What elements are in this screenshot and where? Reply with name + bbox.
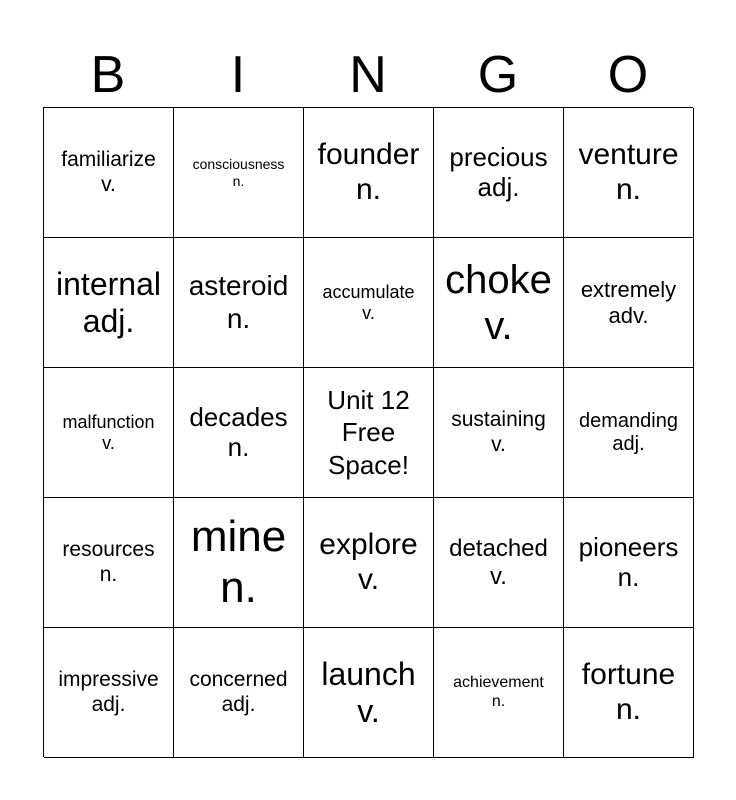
bingo-cell[interactable] — [44, 628, 174, 758]
cell-part-of-speech: n. — [220, 562, 257, 612]
cell-part-of-speech: v. — [490, 562, 507, 590]
bingo-cell[interactable] — [564, 498, 694, 628]
header-letter-b: B — [90, 46, 126, 104]
bingo-header — [43, 44, 693, 106]
bingo-cell[interactable] — [564, 368, 694, 498]
bingo-cell[interactable] — [304, 238, 434, 368]
cell-part-of-speech: v. — [102, 432, 115, 453]
cell-word: asteroid — [188, 270, 289, 302]
bingo-cell[interactable] — [434, 368, 564, 498]
free-space-line-2: Free — [341, 417, 396, 448]
cell-word: consciousness — [192, 156, 285, 173]
free-space-line-3: Space! — [328, 449, 409, 480]
bingo-cell[interactable] — [564, 238, 694, 368]
cell-part-of-speech: v. — [357, 692, 380, 729]
cell-part-of-speech: n. — [99, 562, 118, 586]
cell-part-of-speech: v. — [101, 172, 116, 196]
cell-word: malfunction — [62, 411, 155, 432]
bingo-cell[interactable] — [304, 108, 434, 238]
free-space-line-1: Unit 12 — [327, 384, 410, 415]
bingo-cell[interactable] — [44, 368, 174, 498]
bingo-cell[interactable] — [564, 108, 694, 238]
cell-part-of-speech: n. — [617, 561, 640, 592]
cell-word: detached — [449, 534, 548, 562]
cell-part-of-speech: n. — [226, 302, 251, 334]
bingo-cell[interactable] — [44, 498, 174, 628]
cell-word: venture — [578, 138, 679, 171]
cell-word: familiarize — [61, 148, 156, 172]
cell-part-of-speech: n. — [227, 431, 250, 462]
cell-word: extremely — [580, 277, 677, 303]
header-letter-i: I — [230, 46, 246, 104]
cell-part-of-speech: n. — [615, 172, 642, 206]
cell-word: explore — [319, 528, 418, 561]
bingo-card-grid — [43, 107, 693, 757]
cell-word: achievement — [453, 674, 544, 692]
cell-part-of-speech: v. — [357, 562, 380, 596]
cell-part-of-speech: n. — [355, 172, 382, 206]
bingo-cell[interactable] — [434, 498, 564, 628]
cell-part-of-speech: n. — [491, 692, 506, 710]
cell-part-of-speech: adj. — [477, 171, 520, 202]
bingo-cell[interactable] — [434, 108, 564, 238]
cell-part-of-speech: adj. — [612, 432, 645, 455]
bingo-cell[interactable] — [174, 498, 304, 628]
cell-part-of-speech: n. — [232, 172, 245, 189]
cell-part-of-speech: adj. — [91, 692, 126, 716]
cell-part-of-speech: n. — [615, 692, 642, 726]
cell-word: pioneers — [578, 531, 679, 562]
header-letter-o: O — [607, 46, 649, 104]
cell-word: accumulate — [322, 281, 415, 302]
bingo-cell[interactable] — [304, 628, 434, 758]
bingo-cell[interactable] — [434, 628, 564, 758]
bingo-cell[interactable] — [44, 108, 174, 238]
cell-word: decades — [189, 401, 288, 432]
cell-word: choke — [445, 257, 552, 302]
bingo-cell[interactable] — [174, 368, 304, 498]
cell-word: internal — [56, 265, 161, 302]
bingo-cell[interactable] — [434, 238, 564, 368]
cell-word: demanding — [579, 409, 678, 432]
bingo-cell[interactable] — [304, 498, 434, 628]
bingo-cell[interactable] — [174, 108, 304, 238]
cell-word: concerned — [189, 668, 288, 692]
cell-word: launch — [321, 655, 416, 692]
cell-part-of-speech: v. — [362, 302, 375, 323]
cell-part-of-speech: adj. — [82, 302, 135, 339]
bingo-cell[interactable] — [174, 238, 304, 368]
cell-word: resources — [62, 538, 155, 562]
cell-word: fortune — [581, 658, 676, 691]
cell-word: precious — [449, 141, 548, 172]
cell-word: mine — [190, 511, 287, 561]
bingo-cell[interactable] — [564, 628, 694, 758]
cell-word: impressive — [58, 668, 159, 692]
bingo-cell[interactable] — [44, 238, 174, 368]
cell-part-of-speech: adv. — [608, 302, 649, 328]
bingo-cell[interactable] — [174, 628, 304, 758]
cell-part-of-speech: v. — [491, 432, 506, 456]
header-letter-g: G — [477, 46, 519, 104]
cell-part-of-speech: adj. — [221, 692, 256, 716]
cell-part-of-speech: v. — [484, 303, 513, 348]
cell-word: founder — [317, 138, 420, 171]
cell-word: sustaining — [451, 408, 546, 432]
header-letter-n: N — [349, 46, 387, 104]
free-space-cell[interactable] — [304, 368, 434, 498]
